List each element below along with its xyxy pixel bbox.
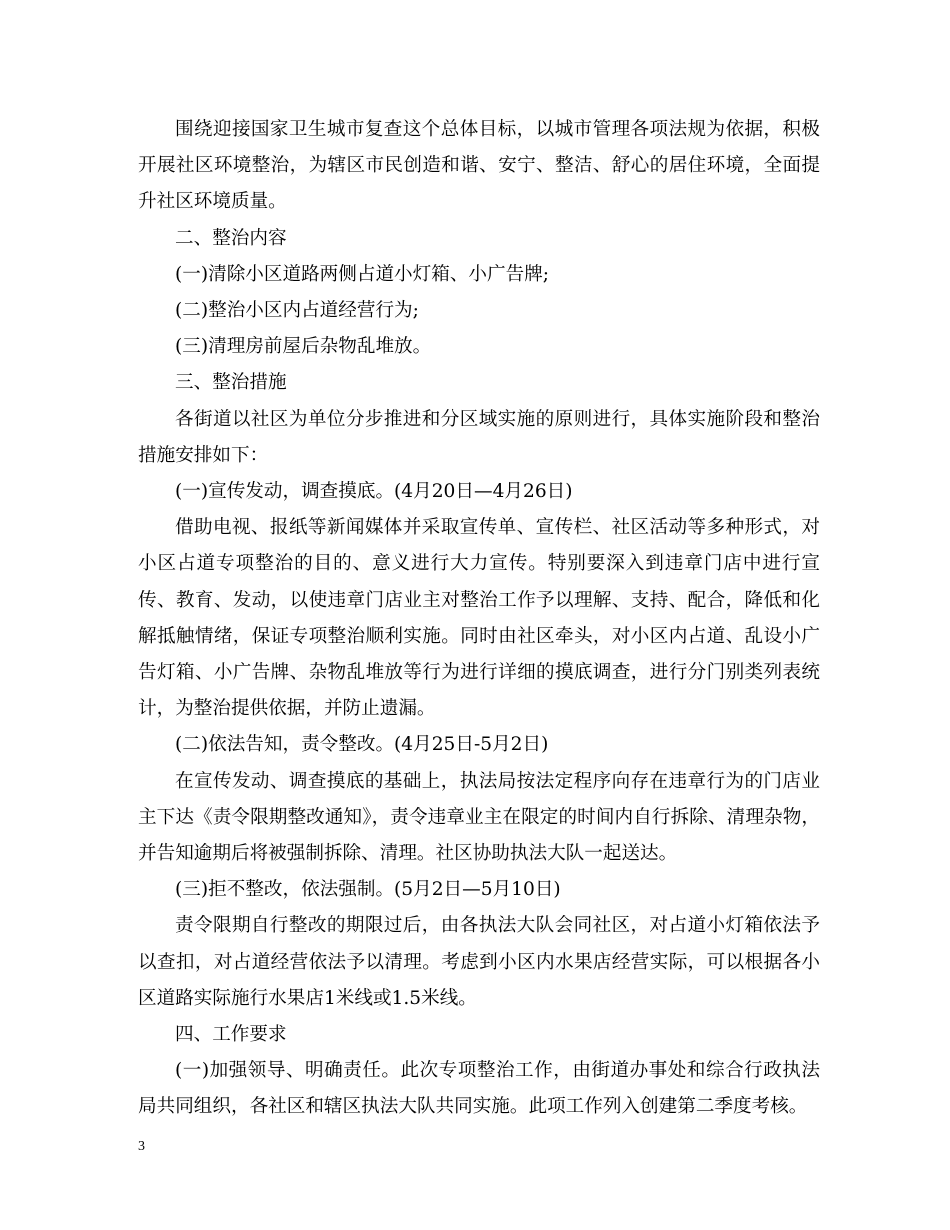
heading-section-3: 三、整治措施: [175, 372, 287, 394]
list-item: (二)整治小区内占道经营行为;: [175, 300, 419, 322]
list-item: (三)清理房前屋后杂物乱堆放。: [175, 336, 432, 358]
page-number: 3: [138, 1139, 145, 1154]
paragraph: 责令限期自行整改的期限过后，由各执法大队会同社区，对占道小灯箱依法予以查扣，对占道经营依法予以清理。考虑到小区内水果店经营实际，可以根据各小区道路实际施行水果店1米线或1.5米线。: [138, 915, 820, 1009]
heading-section-4: 四、工作要求: [175, 1024, 287, 1046]
subheading: (三)拒不整改，依法强制。(5月2日—5月10日): [175, 879, 561, 901]
paragraph: 借助电视、报纸等新闻媒体并采取宣传单、宣传栏、社区活动等多种形式，对小区占道专项整治的目的、意义进行大力宣传。特别要深入到违章门店中进行宣传、教育、发动，以使违章门店业主对整治工作予以理解、支持、配合，降低和化解抵触情绪，保证专项整治顺利实施。同时由社区牵头，对小区内占道、乱设小广告灯箱、小广告牌、杂物乱堆放等行为进行详细的摸底调查，进行分门别类列表统计，为整治提供依据，并防止遗漏。: [138, 517, 820, 720]
subheading: (二)依法告知，责令整改。(4月25日-5月2日): [175, 734, 549, 756]
paragraph-intro: 围绕迎接国家卫生城市复查这个总体目标，以城市管理各项法规为依据，积极开展社区环境整治，为辖区市民创造和谐、安宁、整洁、舒心的居住环境，全面提升社区环境质量。: [138, 119, 820, 213]
paragraph: 在宣传发动、调查摸底的基础上，执法局按法定程序向存在违章行为的门店业主下达《责令限期整改通知》，责令违章业主在限定的时间内自行拆除、清理杂物，并告知逾期后将被强制拆除、清理。社区协助执法大队一起送达。: [138, 770, 820, 865]
document-body: [138, 112, 820, 1126]
paragraph: (一)加强领导、明确责任。此次专项整治工作，由街道办事处和综合行政执法局共同组织，各社区和辖区执法大队共同实施。此项工作列入创建第二季度考核。: [138, 1060, 820, 1118]
subheading: (一)宣传发动，调查摸底。(4月20日—4月26日): [175, 481, 573, 503]
paragraph: 各街道以社区为单位分步推进和分区域实施的原则进行，具体实施阶段和整治措施安排如下：: [138, 408, 820, 466]
list-item: (一)清除小区道路两侧占道小灯箱、小广告牌;: [175, 263, 550, 285]
heading-section-2: 二、整治内容: [175, 227, 287, 249]
